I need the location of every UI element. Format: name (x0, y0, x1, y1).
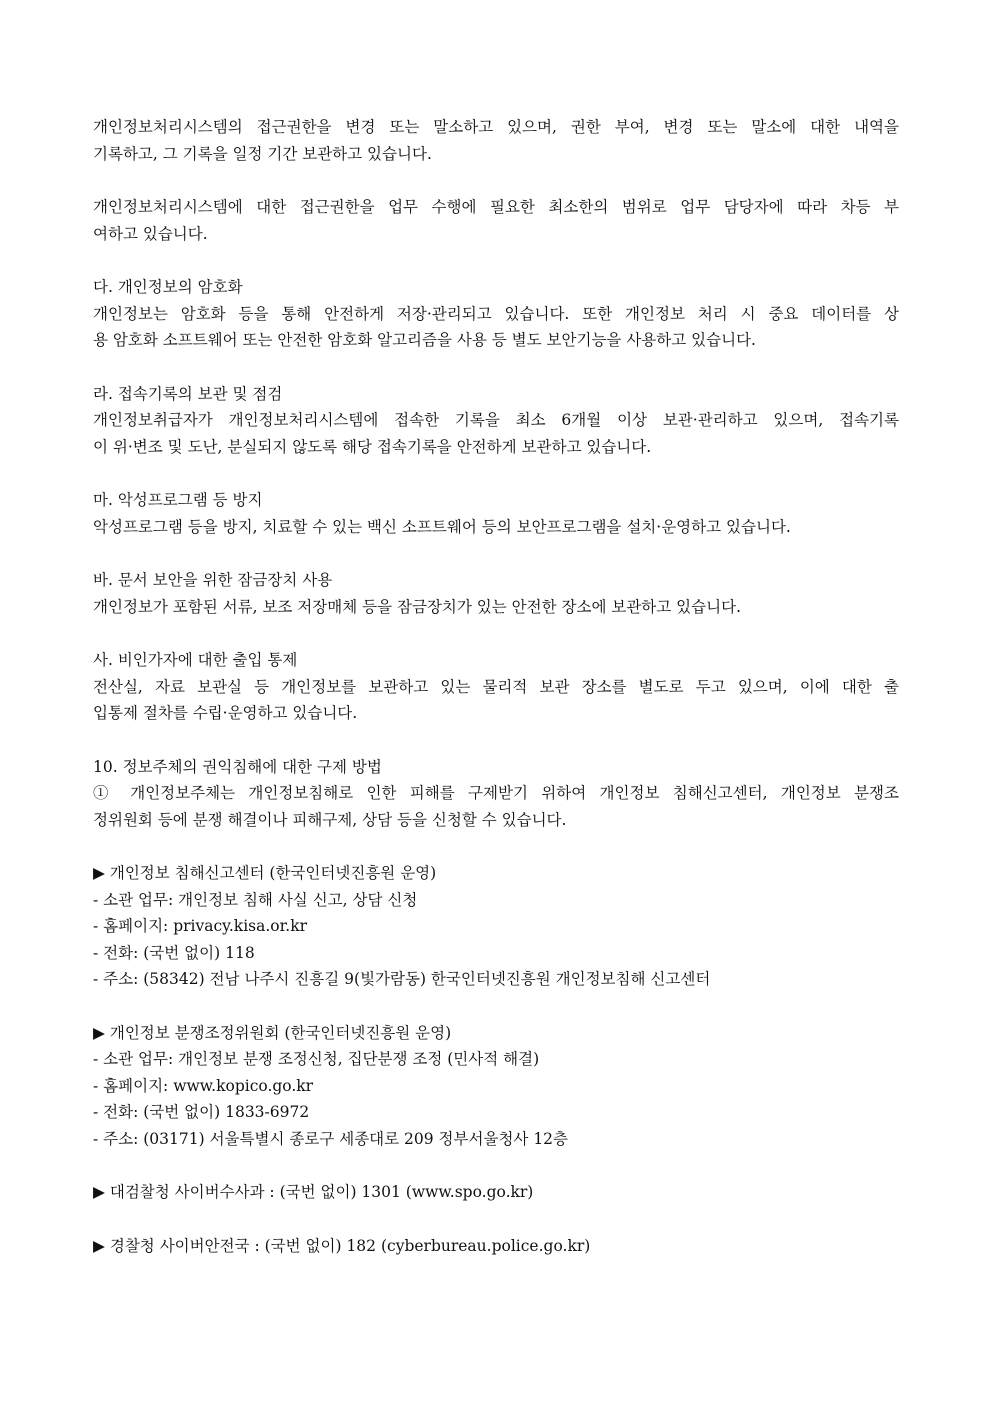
paragraph-line: 여하고 있습니다. (93, 224, 208, 243)
contact-detail: - 홈페이지: privacy.kisa.or.kr (93, 917, 308, 935)
section-entry-control (93, 647, 899, 727)
section-heading: 다. 개인정보의 암호화 (93, 278, 243, 296)
paragraph-line: ① 개인정보주체는 개인정보침해로 인한 피해를 구제받기 위하여 개인정보 침해신고센터, 개인정보 분쟁조 (93, 784, 899, 802)
paragraph-access-rights-change (93, 114, 899, 167)
paragraph-line: 개인정보는 암호화 등을 통해 안전하게 저장·관리되고 있습니다. 또한 개인정보 처리 시 중요 데이터를 상 (93, 304, 899, 323)
section-heading: 바. 문서 보안을 위한 잠금장치 사용 (93, 571, 333, 589)
section-heading: 라. 접속기록의 보관 및 점검 (93, 384, 283, 403)
contact-heading: ▶ 개인정보 침해신고센터 (한국인터넷진흥원 운영) (93, 864, 437, 882)
contact-heading: ▶ 개인정보 분쟁조정위원회 (한국인터넷진흥원 운영) (93, 1023, 452, 1042)
section-lock (93, 567, 899, 620)
contact-detail: - 소관 업무: 개인정보 침해 사실 신고, 상담 신청 (93, 890, 418, 909)
section-remedy (93, 754, 899, 834)
paragraph-line: 개인정보가 포함된 서류, 보조 저장매체 등을 잠금장치가 있는 안전한 장소에 보관하고 있습니다. (93, 597, 742, 616)
section-encryption (93, 274, 899, 354)
contact-detail: - 주소: (03171) 서울특별시 종로구 세종대로 209 정부서울청사 12층 (93, 1129, 569, 1148)
contact-detail: - 주소: (58342) 전남 나주시 진흥길 9(빛가람동) 한국인터넷진흥원 개인정보침해 신고센터 (93, 970, 711, 988)
contact-spo (93, 1179, 899, 1206)
section-access-log (93, 381, 899, 461)
section-malware (93, 487, 899, 540)
paragraph-access-rights-minimum (93, 194, 899, 247)
contact-kopico (93, 1020, 899, 1153)
contact-heading: ▶ 경찰청 사이버안전국 : (국번 없이) 182 (cyberbureau.police.go.kr) (93, 1236, 591, 1255)
paragraph-line: 개인정보처리시스템의 접근권한을 변경 또는 말소하고 있으며, 권한 부여, 변경 또는 말소에 대한 내역을 (93, 118, 899, 136)
contact-kisa-center (93, 860, 899, 993)
paragraph-line: 용 암호화 소프트웨어 또는 안전한 암호화 알고리즘을 사용 등 별도 보안기능을 사용하고 있습니다. (93, 331, 756, 349)
paragraph-line: 이 위·변조 및 도난, 분실되지 않도록 해당 접속기록을 안전하게 보관하고 있습니다. (93, 437, 652, 456)
section-heading: 사. 비인가자에 대한 출입 통제 (93, 651, 298, 669)
paragraph-line: 전산실, 자료 보관실 등 개인정보를 보관하고 있는 물리적 보관 장소를 별도로 두고 있으며, 이에 대한 출 (93, 677, 899, 696)
section-heading: 마. 악성프로그램 등 방지 (93, 491, 263, 509)
paragraph-line: 기록하고, 그 기록을 일정 기간 보관하고 있습니다. (93, 144, 432, 163)
contact-detail: - 전화: (국번 없이) 118 (93, 943, 255, 962)
paragraph-line: 악성프로그램 등을 방지, 치료할 수 있는 백신 소프트웨어 등의 보안프로그램을 설치·운영하고 있습니다. (93, 517, 791, 536)
paragraph-line: 정위원회 등에 분쟁 해결이나 피해구제, 상담 등을 신청할 수 있습니다. (93, 810, 567, 829)
section-heading: 10. 정보주체의 권익침해에 대한 구제 방법 (93, 757, 382, 776)
paragraph-line: 개인정보취급자가 개인정보처리시스템에 접속한 기록을 최소 6개월 이상 보관·관리하고 있으며, 접속기록 (93, 411, 899, 429)
paragraph-line: 개인정보처리시스템에 대한 접근권한을 업무 수행에 필요한 최소한의 범위로 업무 담당자에 따라 차등 부 (93, 198, 899, 216)
contact-police (93, 1233, 899, 1260)
contact-detail: - 전화: (국번 없이) 1833-6972 (93, 1103, 310, 1121)
document-page (93, 114, 899, 1259)
contact-detail: - 소관 업무: 개인정보 분쟁 조정신청, 집단분쟁 조정 (민사적 해결) (93, 1050, 540, 1068)
contact-heading: ▶ 대검찰청 사이버수사과 : (국번 없이) 1301 (www.spo.go.kr) (93, 1183, 534, 1201)
paragraph-line: 입통제 절차를 수립·운영하고 있습니다. (93, 704, 358, 722)
contact-detail: - 홈페이지: www.kopico.go.kr (93, 1076, 314, 1095)
